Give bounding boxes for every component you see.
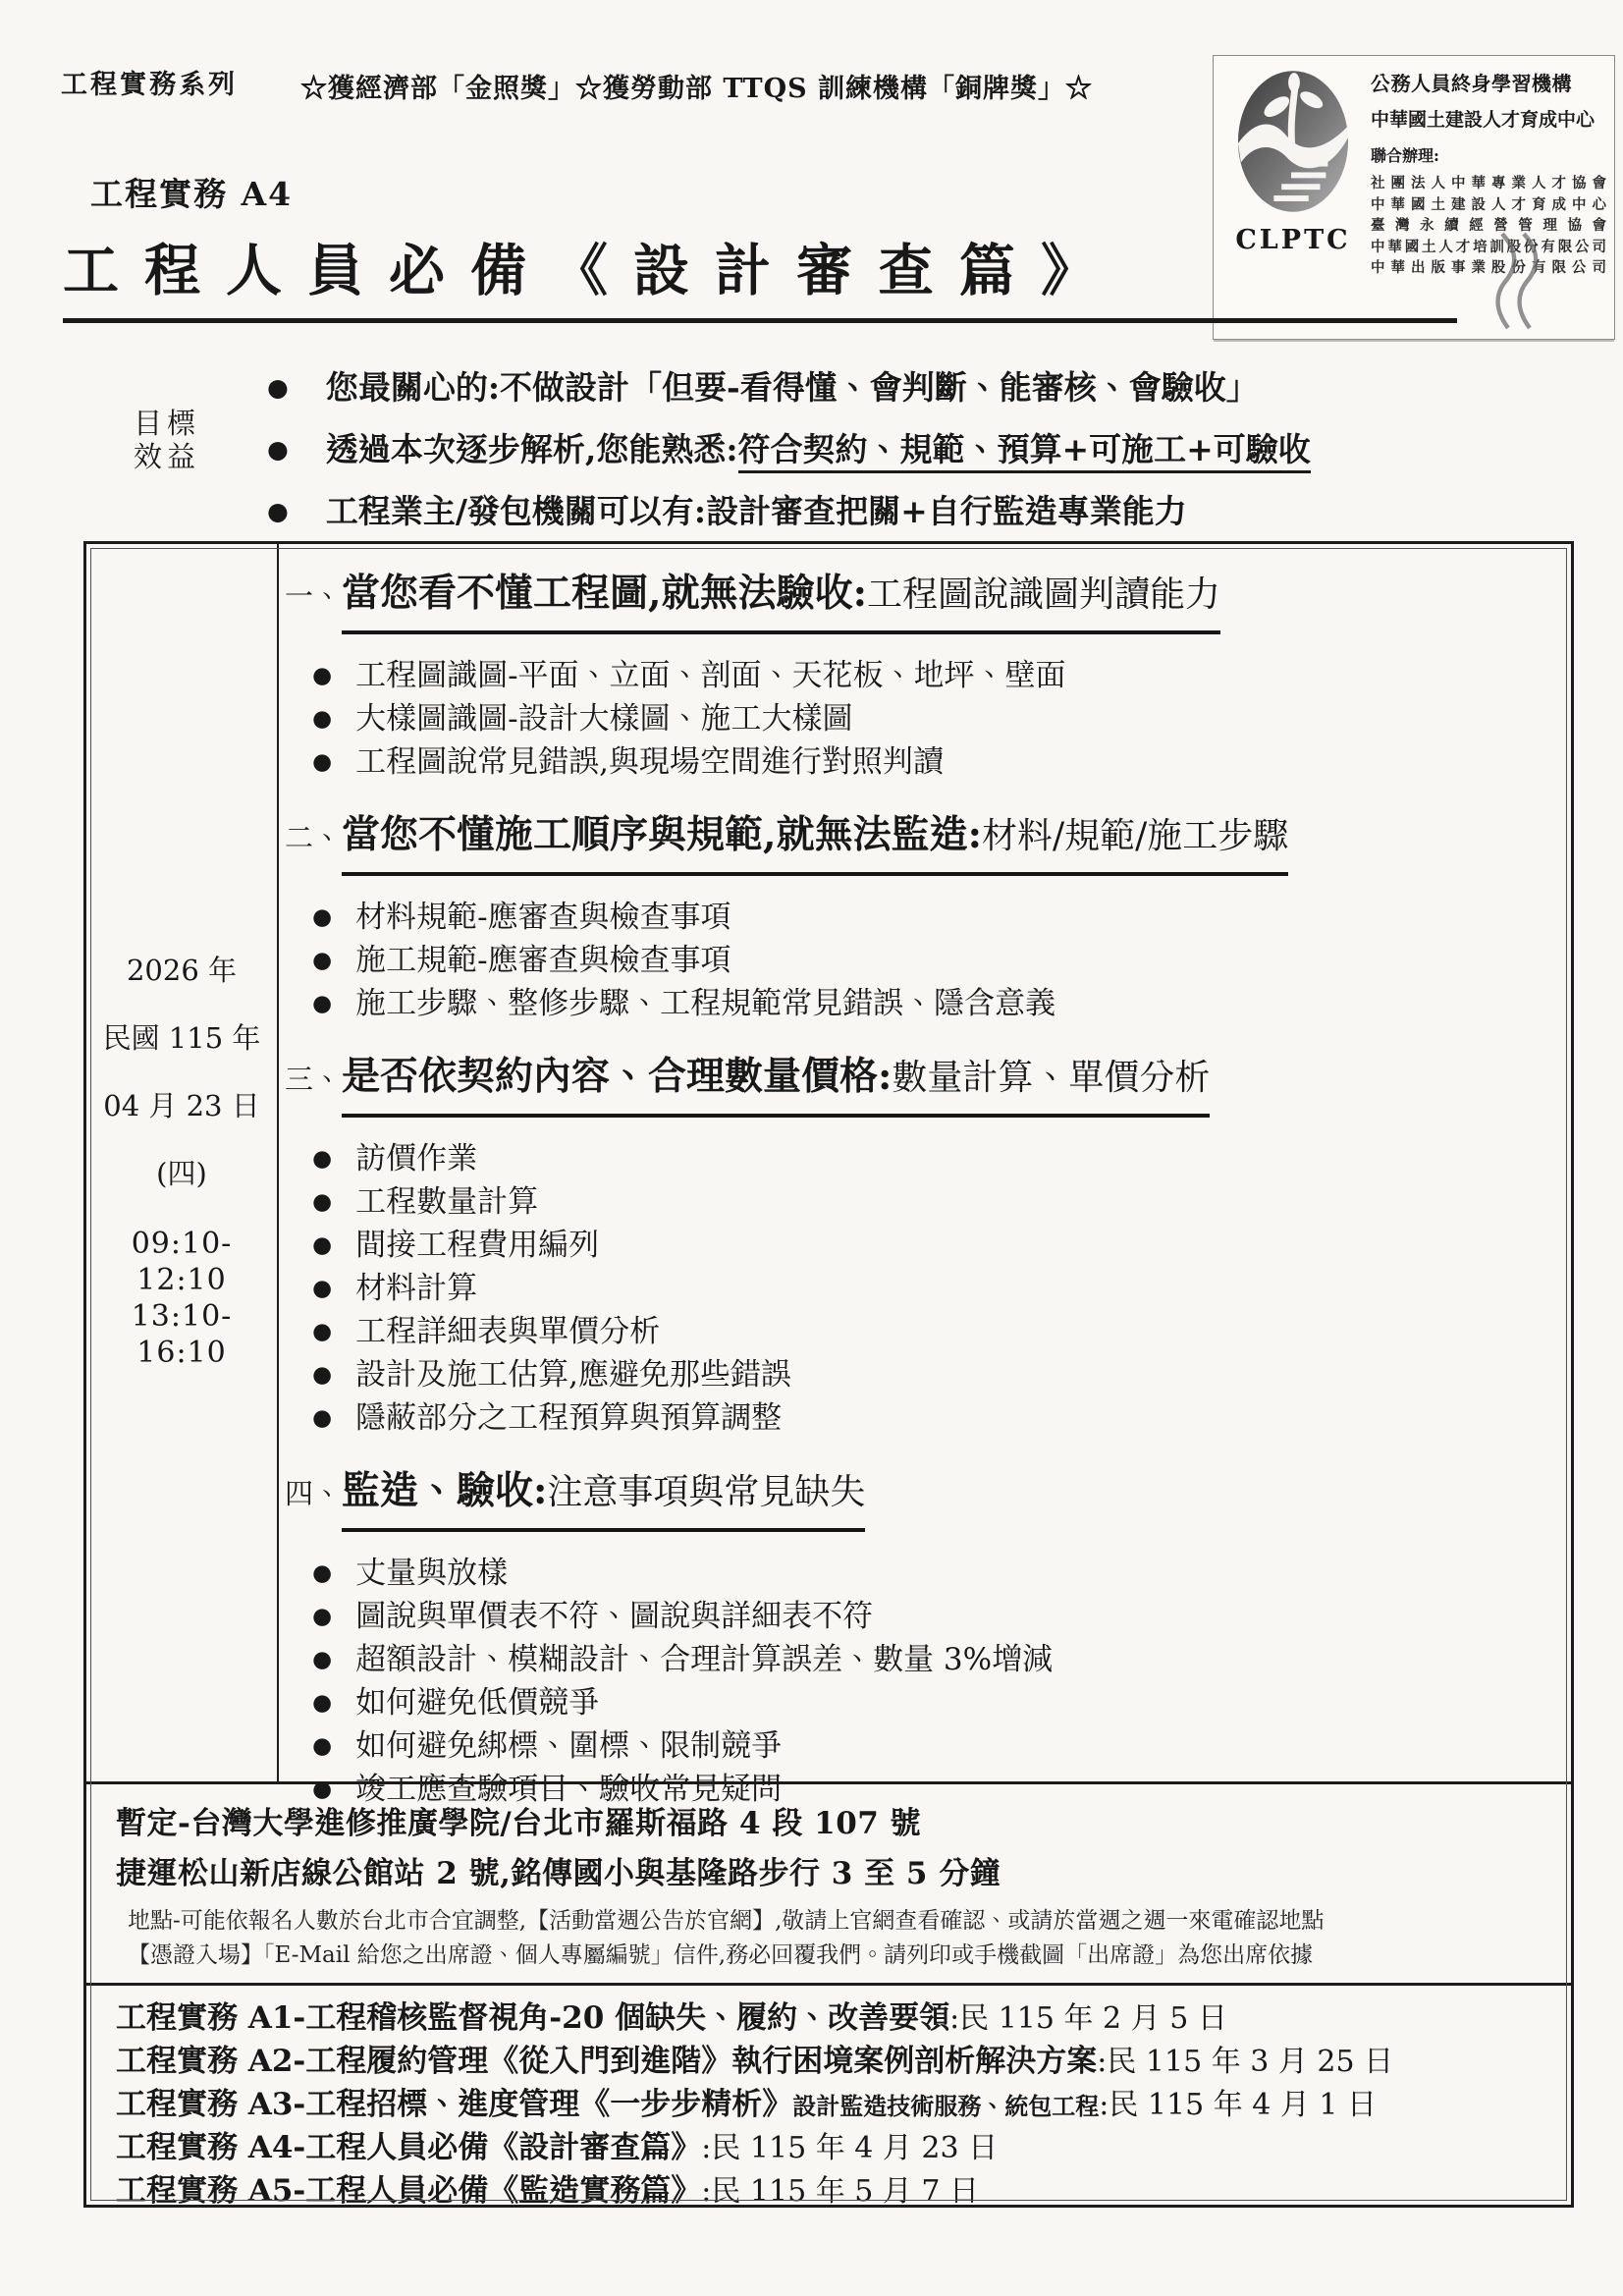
- co-organizer-name: 中華國土建設人才育成中心: [1371, 195, 1606, 213]
- topic-item: [312, 697, 1553, 740]
- topic-item: [312, 1638, 1553, 1681]
- topic-text: 工程圖識圖-平面、立面、剖面、天花板、地坪、壁面: [355, 658, 1066, 693]
- topic-item: [312, 939, 1553, 982]
- topic-text: 間接工程費用編列: [355, 1228, 600, 1263]
- bullet-icon: ●: [312, 1405, 333, 1431]
- course-list-row: [86, 1986, 1571, 2214]
- topic-item: [312, 1681, 1553, 1724]
- course-line-a5: 工程實務 A5-工程人員必備《監造實務篇》:民 115 年 5 月 7 日: [116, 2173, 980, 2209]
- agenda-section-3: [285, 1053, 1553, 1440]
- section-heading: [285, 1467, 1553, 1532]
- topic-text: 竣工應查驗項目、驗收常見疑問: [355, 1772, 783, 1807]
- co-organizer-label: 聯合辦理:: [1371, 146, 1439, 165]
- section-topics: [285, 1137, 1553, 1440]
- topic-item: [312, 1724, 1553, 1768]
- clptc-acronym: CLPTC: [1235, 225, 1351, 255]
- bullet-icon: ●: [312, 904, 333, 930]
- section-title: 當您不懂施工順序與規範,就無法監造:材料/規範/施工步驟: [342, 811, 1288, 876]
- topic-text: 設計及施工估算,應避免那些錯誤: [355, 1357, 791, 1393]
- scan-mark-icon: [1485, 232, 1549, 330]
- section-title: 當您看不懂工程圖,就無法驗收:工程圖說識圖判讀能力: [342, 570, 1220, 634]
- goal-text: 透過本次逐步解析,您能熟悉:符合契約、規範、預算+可施工+可驗收: [326, 427, 1311, 472]
- session-time-afternoon: 13:10-16:10: [131, 1299, 233, 1370]
- section-number: 三、: [285, 1063, 343, 1096]
- date-year-western: 2026 年: [126, 954, 238, 987]
- topic-text: 工程圖說常見錯誤,與現場空間進行對照判讀: [355, 744, 944, 780]
- co-organizer-name: 中華國土人才培訓股份有限公司: [1371, 238, 1606, 255]
- section-number: 二、: [285, 821, 343, 854]
- goal-item: [267, 489, 1311, 534]
- goals-label-line2: 效益: [134, 440, 201, 473]
- topic-text: 工程數量計算: [355, 1184, 539, 1220]
- topic-item: [312, 1224, 1553, 1267]
- goals-section: [0, 365, 1532, 542]
- topic-item: [312, 1310, 1553, 1353]
- course-line-a3: 工程實務 A3-工程招標、進度管理《一步步精析》設計監造技術服務、統包工程:民 115 年 4 月 1 日: [116, 2087, 1378, 2122]
- agenda-section-2: [285, 811, 1553, 1025]
- topic-item: [312, 1353, 1553, 1396]
- bullet-icon: ●: [312, 948, 333, 973]
- topic-item: [312, 1552, 1553, 1595]
- goals-list: [267, 365, 1311, 551]
- bullet-icon: ●: [312, 1690, 333, 1716]
- agenda-column: [279, 544, 1571, 1807]
- bullet-icon: ●: [312, 1560, 333, 1586]
- date-year-roc: 民國 115 年: [102, 1021, 261, 1055]
- main-frame: [83, 541, 1574, 2208]
- topic-text: 施工步驟、整修步驟、工程規範常見錯誤、隱含意義: [355, 986, 1056, 1021]
- section-title: 監造、驗收:注意事項與常見缺失: [342, 1467, 865, 1532]
- series-label: 工程實務系列: [61, 70, 238, 100]
- topic-text: 圖說與單價表不符、圖說與詳細表不符: [355, 1599, 874, 1634]
- co-organizer-name: 中華出版事業股份有限公司: [1371, 259, 1606, 276]
- course-line-a1: 工程實務 A1-工程稽核監督視角-20 個缺失、履約、改善要領:民 115 年 2 月 5 日: [116, 2000, 1227, 2036]
- section-number: 一、: [285, 579, 343, 613]
- bullet-icon: ●: [312, 1189, 333, 1215]
- topic-item: [312, 1267, 1553, 1310]
- topic-item: [312, 982, 1553, 1025]
- venue-note-admission: 【憑證入場】「E-Mail 給您之出席證、個人專屬編號」信件,務必回覆我們。請列印或手機截圖「出席證」為您出席依據: [128, 1942, 1314, 1968]
- org-line1: 公務人員終身學習機構: [1371, 72, 1572, 95]
- bullet-icon: ●: [267, 497, 289, 525]
- bullet-icon: ●: [267, 435, 289, 464]
- topic-item: [312, 1137, 1553, 1180]
- bullet-icon: ●: [312, 1604, 333, 1629]
- bullet-icon: ●: [312, 749, 333, 775]
- goal-text: 工程業主/發包機關可以有:設計審查把關+自行監造專業能力: [325, 492, 1187, 530]
- topic-text: 超額設計、模糊設計、合理計算誤差、數量 3%增減: [355, 1642, 1054, 1677]
- venue-address: 暫定-台灣大學進修推廣學院/台北市羅斯福路 4 段 107 號: [116, 1806, 922, 1841]
- bullet-icon: ●: [312, 1319, 333, 1344]
- org-line2: 中華國土建設人才育成中心: [1371, 109, 1596, 131]
- topic-item: [312, 1595, 1553, 1638]
- page-title: 工程人員必備《設計審查篇》: [63, 226, 1457, 323]
- bullet-icon: ●: [312, 1733, 333, 1759]
- section-number: 四、: [285, 1477, 343, 1510]
- topic-text: 如何避免低價競爭: [355, 1685, 600, 1721]
- bullet-icon: ●: [312, 1146, 333, 1172]
- bullet-icon: ●: [312, 1777, 333, 1802]
- goal-text: 您最關心的:不做設計「但要-看得懂、會判斷、能審核、會驗收」: [325, 368, 1259, 407]
- course-line-a4: 工程實務 A4-工程人員必備《設計審查篇》:民 115 年 4 月 23 日: [116, 2130, 999, 2165]
- bullet-icon: ●: [312, 1276, 333, 1301]
- venue-note-location: 地點-可能依報名人數於台北市合宜調整,【活動當週公告於官網】,敬請上官網查看確認、或請於當週之週一來電確認地點: [128, 1908, 1325, 1934]
- bullet-icon: ●: [312, 663, 333, 688]
- agenda-section-1: [285, 570, 1553, 784]
- venue-transit: 捷運松山新店線公館站 2 號,銘傳國小與基隆路步行 3 至 5 分鐘: [116, 1856, 1001, 1891]
- bullet-icon: ●: [267, 373, 289, 402]
- goals-label: [134, 407, 200, 473]
- date-column: [86, 544, 279, 1781]
- date-month-day: 04 月 23 日: [103, 1089, 260, 1122]
- topic-item: [312, 1180, 1553, 1224]
- topic-text: 隱蔽部分之工程預算與預算調整: [355, 1400, 783, 1436]
- section-heading: [285, 570, 1553, 634]
- co-organizer-name: 臺灣永續經營管理協會: [1371, 217, 1606, 234]
- goal-item: [267, 427, 1311, 472]
- bullet-icon: ●: [312, 706, 333, 732]
- topic-text: 工程詳細表與單價分析: [355, 1314, 661, 1349]
- section-title: 是否依契約內容、合理數量價格:數量計算、單價分析: [342, 1053, 1210, 1118]
- section-topics: [285, 654, 1553, 784]
- topic-item: [312, 740, 1553, 784]
- topic-text: 丈量與放樣: [355, 1556, 509, 1591]
- section-topics: [285, 896, 1553, 1025]
- agenda-section-4: [285, 1467, 1553, 1811]
- topic-item: [312, 1396, 1553, 1440]
- bullet-icon: ●: [312, 1647, 333, 1672]
- section-heading: [285, 811, 1553, 876]
- co-organizer-name: 社團法人中華專業人才協會: [1371, 175, 1606, 191]
- schedule-row: [86, 544, 1571, 1807]
- topic-item: [312, 896, 1553, 939]
- topic-text: 施工規範-應審查與檢查事項: [355, 943, 731, 978]
- goals-label-line1: 目標: [134, 407, 201, 440]
- topic-text: 大樣圖識圖-設計大樣圖、施工大樣圖: [355, 701, 853, 737]
- course-code: 工程實務 A4: [90, 175, 294, 213]
- section-heading: [285, 1053, 1553, 1118]
- clptc-sprout-logo-icon: [1235, 68, 1351, 215]
- course-line-a2: 工程實務 A2-工程履約管理《從入門到進階》執行困境案例剖析解決方案:民 115 年 3 月 25 日: [116, 2044, 1394, 2079]
- bullet-icon: ●: [312, 1362, 333, 1388]
- goal-item: [267, 365, 1311, 410]
- section-topics: [285, 1552, 1553, 1811]
- bullet-icon: ●: [312, 991, 333, 1016]
- date-weekday: (四): [156, 1157, 207, 1190]
- topic-text: 如何避免綁標、圍標、限制競爭: [355, 1728, 783, 1764]
- topic-item: [312, 654, 1553, 697]
- topic-text: 訪價作業: [355, 1141, 478, 1176]
- venue-row: [86, 1784, 1571, 1986]
- awards-line: ☆獲經濟部「金照獎」☆獲勞動部 TTQS 訓練機構「銅牌獎」☆: [300, 74, 1094, 104]
- session-time-morning: 09:10-12:10: [131, 1227, 233, 1297]
- bullet-icon: ●: [312, 1232, 333, 1258]
- topic-text: 材料規範-應審查與檢查事項: [355, 900, 731, 935]
- topic-text: 材料計算: [355, 1271, 478, 1306]
